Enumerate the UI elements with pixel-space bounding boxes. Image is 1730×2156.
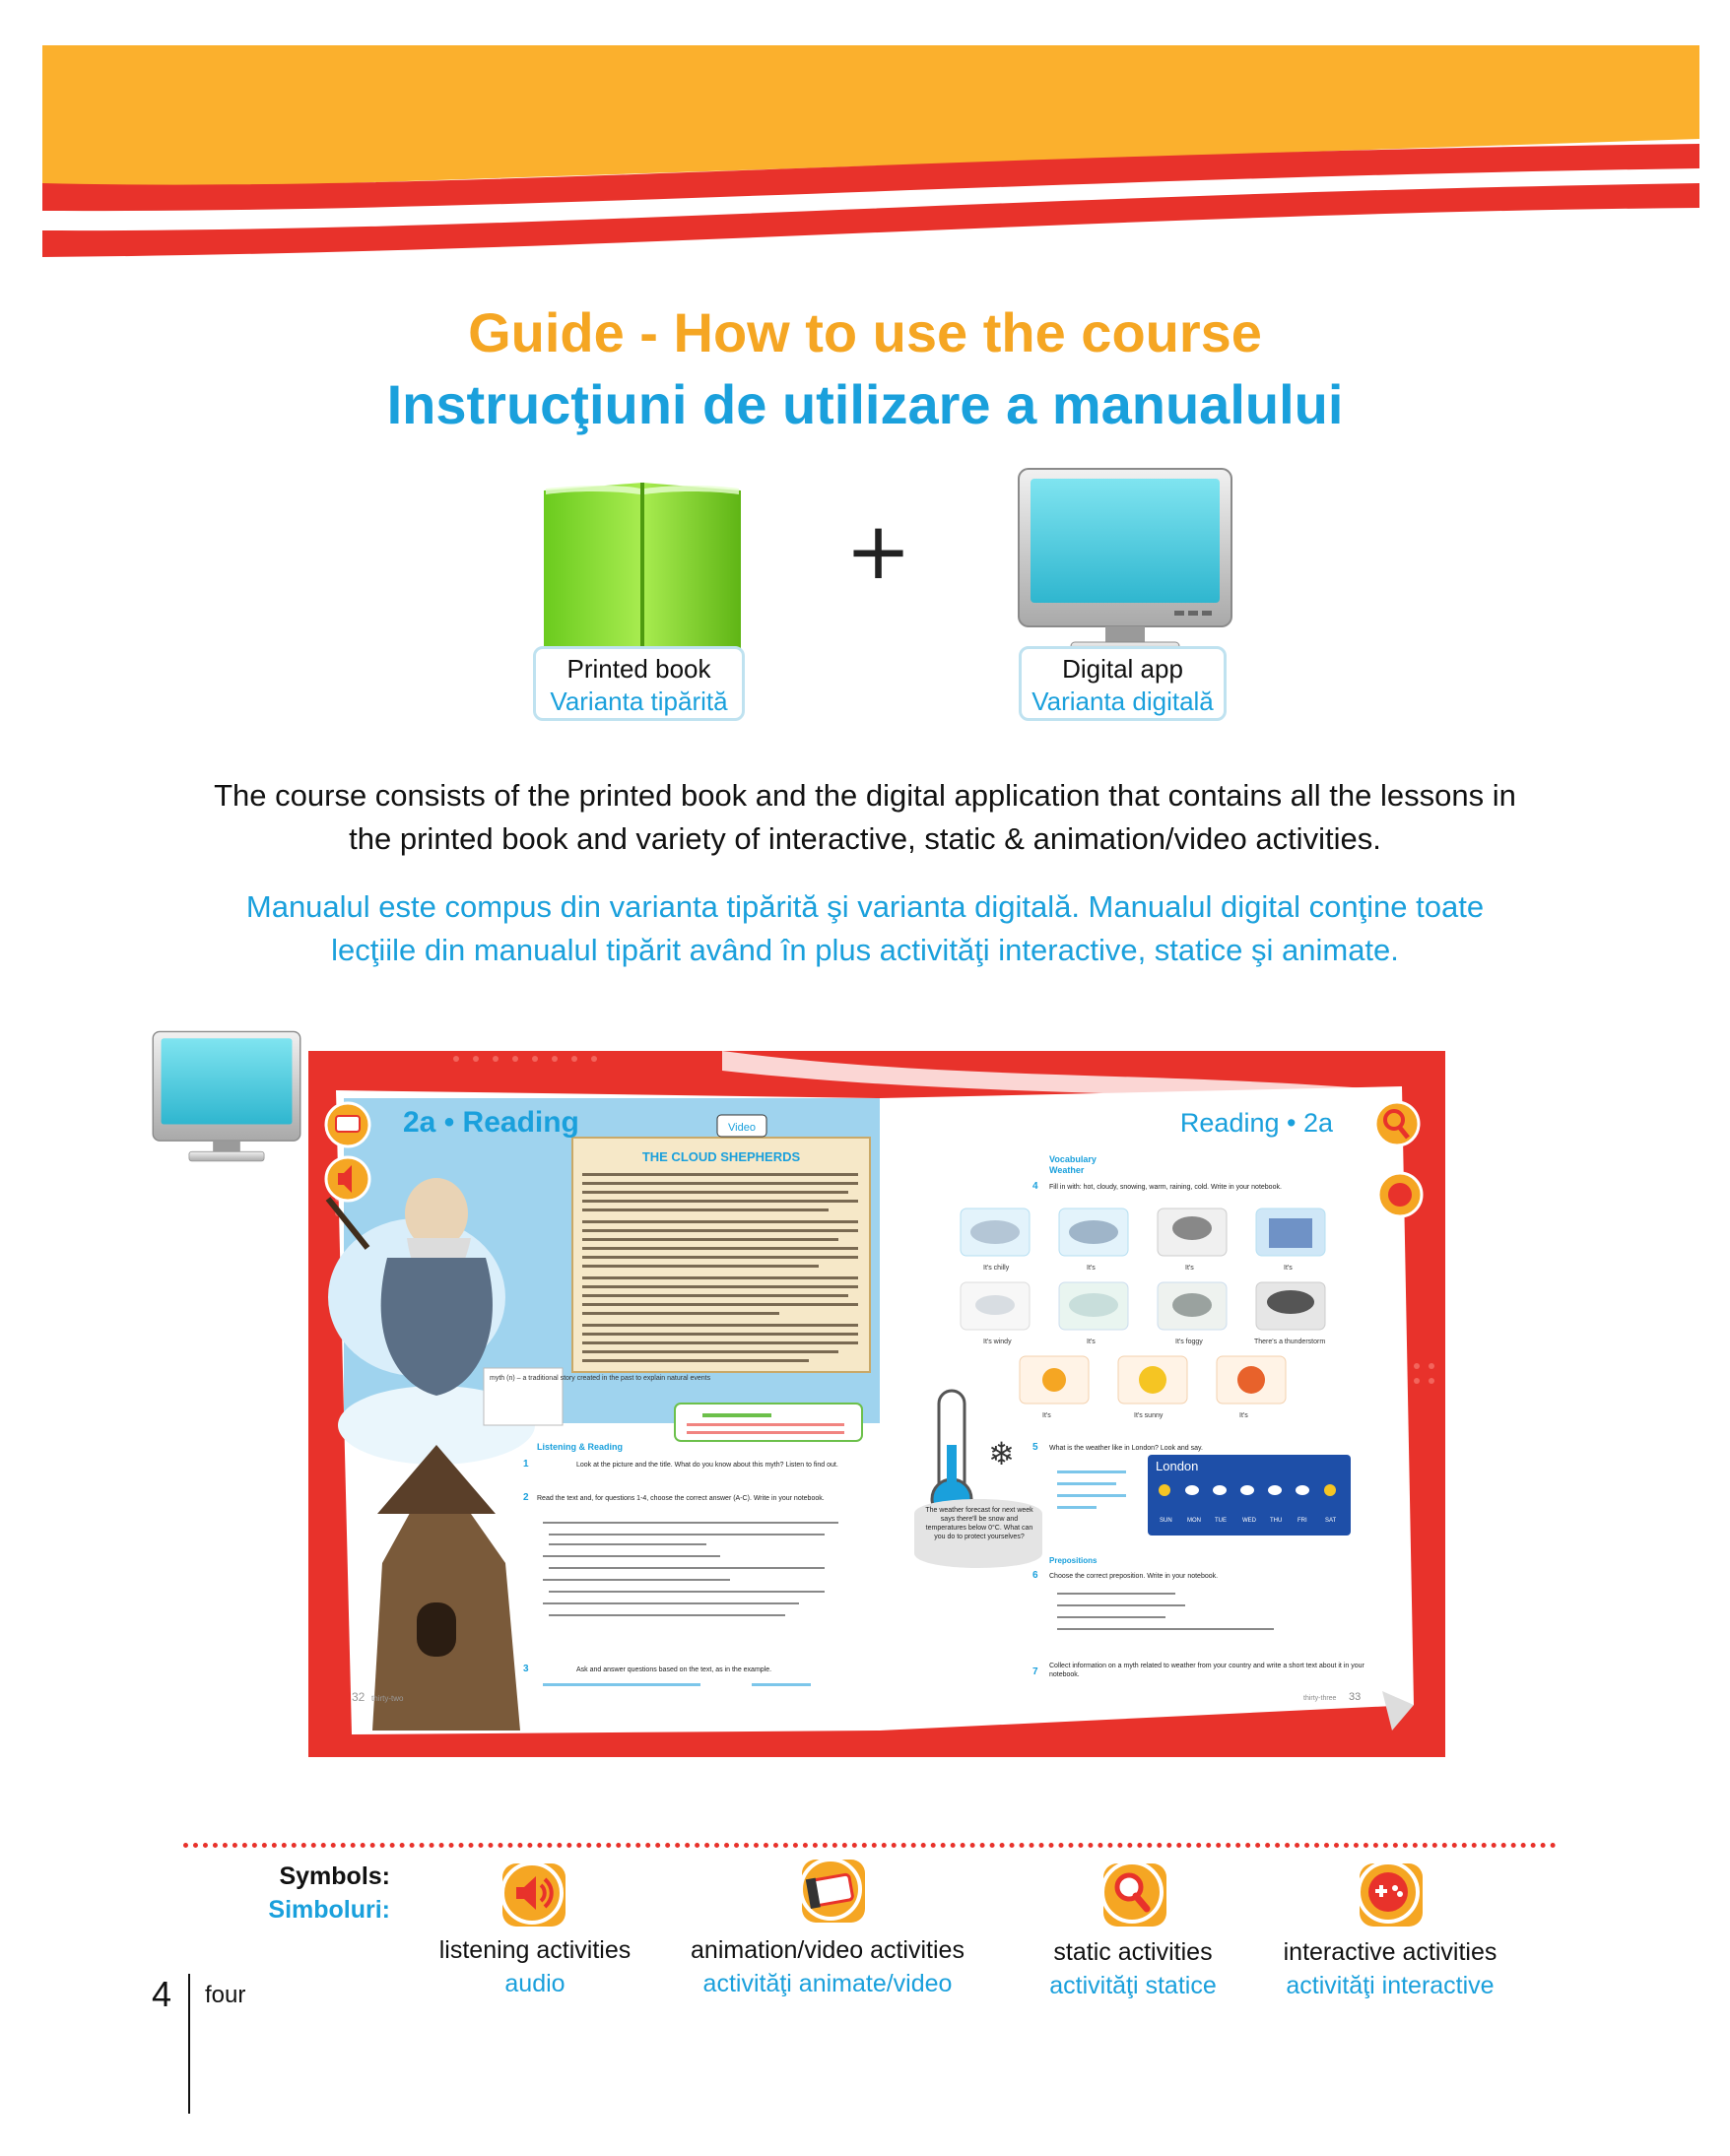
symbol-audio-ro: audio xyxy=(504,1970,566,1997)
header-banner xyxy=(42,45,1699,272)
day-mon: MON xyxy=(1187,1518,1201,1524)
task-5-text: What is the weather like in London? Look and say. xyxy=(1049,1445,1203,1452)
symbol-caption-video xyxy=(672,1933,983,2000)
caption-1: It's chilly xyxy=(983,1265,1010,1272)
right-page-heading: Reading • 2a xyxy=(1179,1108,1333,1138)
task-4-text: Fill in with: hot, cloudy, snowing, warm, raining, cold. Write in your notebook. xyxy=(1049,1184,1282,1191)
description-ro-line-2: lecţiile din manualul tipărit având în plus activităţi interactive, statice şi animate. xyxy=(331,933,1399,967)
right-page-number: 33 xyxy=(1349,1691,1362,1703)
story-title: THE CLOUD SHEPHERDS xyxy=(641,1149,801,1164)
symbol-audio-en: listening activities xyxy=(438,1936,632,1964)
day-sun: SUN xyxy=(1160,1518,1172,1524)
symbols-label-en: Symbols: xyxy=(279,1862,390,1890)
left-page-word: thirty-two xyxy=(371,1694,404,1703)
caption-5: It's windy xyxy=(983,1339,1012,1345)
day-thu: THU xyxy=(1270,1518,1283,1524)
digital-app-label-ro: Varianta digitală xyxy=(1031,686,1214,716)
gamepad-icon xyxy=(1352,1856,1425,1928)
svg-text:❄: ❄ xyxy=(988,1435,1015,1472)
symbol-caption-interactive xyxy=(1267,1935,1513,2002)
task-3-text: Ask and answer questions based on the text, as in the example. xyxy=(576,1666,772,1673)
monitor-small-icon xyxy=(151,1030,302,1163)
svg-text:1: 1 xyxy=(523,1459,529,1470)
digital-app-label-en: Digital app xyxy=(1062,654,1183,684)
prepositions-heading: Prepositions xyxy=(1049,1556,1098,1565)
video-tag: Video xyxy=(728,1122,756,1134)
task-2-text: Read the text and, for questions 1-4, choose the correct answer (A-C). Write in your notebook. xyxy=(537,1495,825,1502)
printed-book-label-en: Printed book xyxy=(566,654,711,684)
monitor-icon xyxy=(1017,467,1233,659)
symbol-caption-static xyxy=(1025,1935,1241,2002)
symbol-interactive-ro: activităţi interactive xyxy=(1286,1972,1495,1999)
page-title-romanian: Instrucţiuni de utilizare a manualului xyxy=(386,373,1344,435)
day-wed: WED xyxy=(1242,1518,1256,1524)
page-title-english: Guide - How to use the course xyxy=(468,301,1262,363)
day-sat: SAT xyxy=(1325,1518,1337,1524)
svg-text:6: 6 xyxy=(1032,1570,1038,1581)
caption-3: It's xyxy=(1185,1265,1194,1272)
svg-text:7: 7 xyxy=(1032,1666,1038,1677)
printed-book-label-ro: Varianta tipărită xyxy=(550,686,728,716)
description-en-line-1: The course consists of the printed book and the digital application that contains all the lessons in xyxy=(214,778,1516,813)
vocab-subheading: Weather xyxy=(1049,1165,1085,1175)
task-7-text: Collect information on a myth related to weather from your country and write a short text about it in your notebook. xyxy=(1049,1663,1364,1678)
myth-note: myth (n) – a traditional story created in the past to explain natural events xyxy=(490,1375,711,1382)
caption-6: It's xyxy=(1087,1339,1096,1345)
green-book-icon xyxy=(524,483,761,655)
printed-book-label xyxy=(533,646,745,721)
svg-text:4: 4 xyxy=(1032,1181,1038,1192)
svg-text:5: 5 xyxy=(1032,1442,1038,1453)
left-page-heading: 2a • Reading xyxy=(403,1106,579,1139)
symbols-label-ro: Simboluri: xyxy=(268,1896,390,1924)
task-1-text: Look at the picture and the title. What do you know about this myth? Listen to find out. xyxy=(576,1462,838,1469)
page-number-word: four xyxy=(205,1982,246,2008)
symbol-interactive-en: interactive activities xyxy=(1283,1938,1497,1966)
video-icon xyxy=(794,1854,867,1925)
svg-text:3: 3 xyxy=(523,1664,529,1674)
left-page-number: 32 xyxy=(352,1690,366,1704)
digital-app-label xyxy=(1019,646,1227,721)
london-label: London xyxy=(1156,1459,1199,1473)
audio-speaker-icon xyxy=(497,1858,567,1928)
symbol-video-en: animation/video activities xyxy=(691,1936,965,1964)
symbol-caption-audio xyxy=(418,1933,652,2000)
dotted-divider xyxy=(183,1843,1557,1848)
symbol-static-ro: activităţi statice xyxy=(1049,1972,1217,1999)
caption-11: It's xyxy=(1239,1412,1248,1419)
caption-2: It's xyxy=(1087,1265,1096,1272)
caption-4: It's xyxy=(1284,1265,1293,1272)
description-romanian xyxy=(148,885,1582,972)
plus-sign: + xyxy=(845,505,912,597)
task-6-text: Choose the correct preposition. Write in your notebook. xyxy=(1049,1573,1219,1580)
forecast-bubble: The weather forecast for next week says there'll be snow and temperatures below 0°C. What can you do to protect yourselves? xyxy=(925,1507,1033,1540)
day-fri: FRI xyxy=(1298,1518,1307,1524)
page-number-rule xyxy=(188,1974,190,2114)
listening-heading: Listening & Reading xyxy=(537,1442,624,1452)
day-tue: TUE xyxy=(1215,1518,1227,1524)
caption-8: There's a thunderstorm xyxy=(1254,1339,1326,1345)
right-page-word: thirty-three xyxy=(1303,1695,1337,1702)
description-en-line-2: the printed book and variety of interactive, static & animation/video activities. xyxy=(349,821,1381,856)
symbol-static-en: static activities xyxy=(1053,1938,1213,1966)
page-number: 4 xyxy=(152,1974,172,2014)
svg-text:2: 2 xyxy=(523,1492,529,1503)
caption-10: It's sunny xyxy=(1134,1412,1164,1419)
digital-app-spread-preview xyxy=(308,1051,1445,1757)
caption-9: It's xyxy=(1042,1412,1051,1419)
description-ro-line-1: Manualul este compus din varianta tipărită şi varianta digitală. Manualul digital conţine toate xyxy=(245,889,1485,924)
description-english xyxy=(148,774,1582,861)
symbol-video-ro: activităţi animate/video xyxy=(702,1970,953,1997)
magnifier-icon xyxy=(1096,1856,1168,1928)
vocab-heading: Vocabulary xyxy=(1049,1154,1097,1164)
caption-7: It's foggy xyxy=(1175,1339,1203,1345)
